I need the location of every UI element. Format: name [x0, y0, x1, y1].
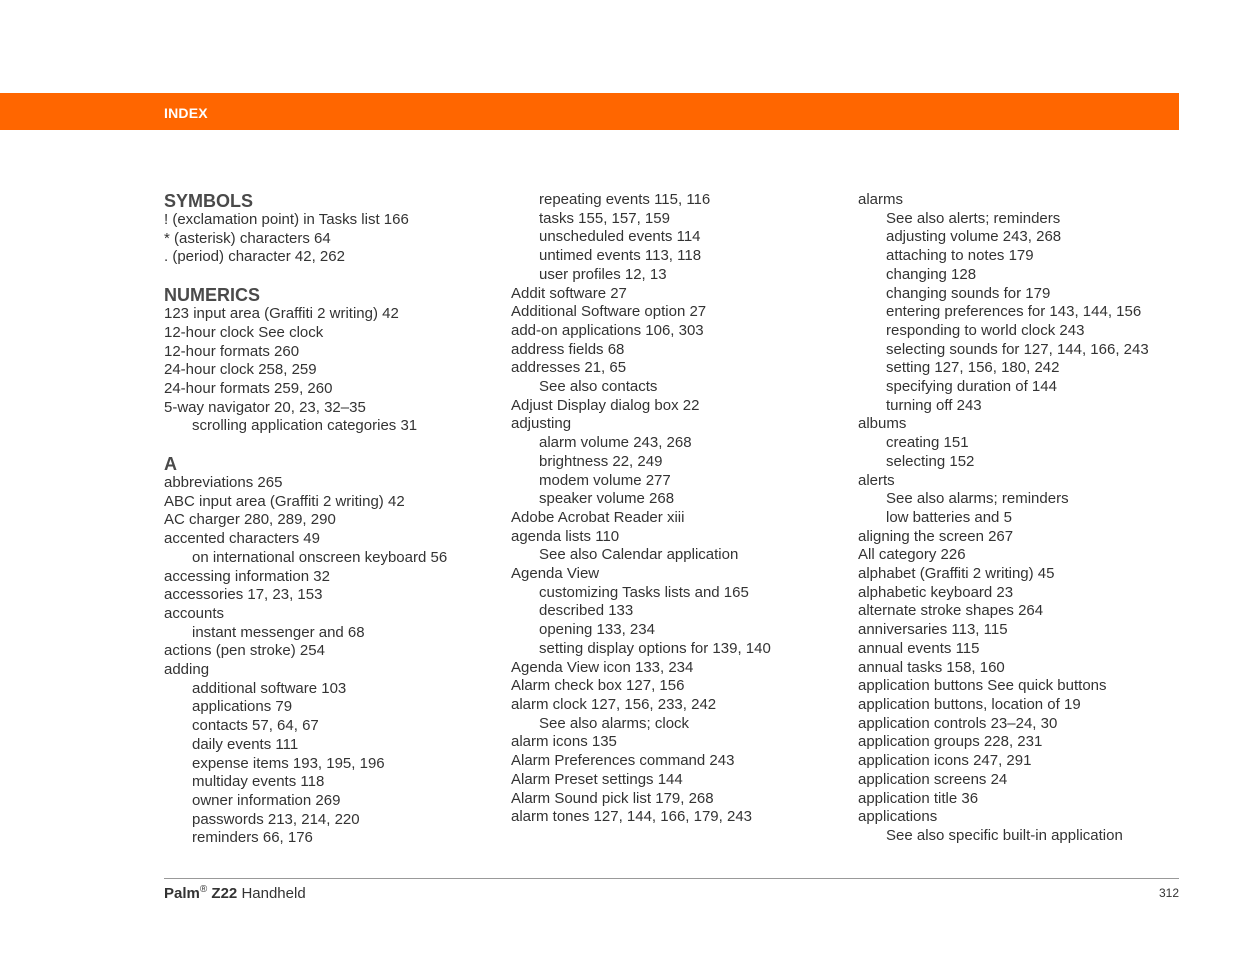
- index-subentry: brightness 22, 249: [539, 452, 663, 470]
- index-entry: Alarm Sound pick list 179, 268: [511, 789, 714, 807]
- index-entry: . (period) character 42, 262: [164, 248, 345, 266]
- index-subentry: modem volume 277: [539, 471, 671, 489]
- index-subentry: attaching to notes 179: [886, 247, 1034, 265]
- index-entry: application screens 24: [858, 770, 1008, 788]
- footer-brand: Palm: [164, 885, 200, 902]
- registered-mark: ®: [199, 884, 208, 895]
- page-number: 312: [1158, 886, 1179, 900]
- footer-model: Z22: [211, 885, 238, 902]
- index-subentry: setting display options for 139, 140: [539, 639, 771, 657]
- index-entry: Agenda View: [511, 565, 600, 583]
- section-heading: NUMERICS: [164, 285, 261, 306]
- index-entry: Addit software 27: [511, 284, 627, 302]
- index-entry: alarm clock 127, 156, 233, 242: [511, 695, 717, 713]
- index-entry: adding: [164, 661, 210, 679]
- index-entry: Adobe Acrobat Reader xiii: [511, 508, 685, 526]
- page-title: INDEX: [164, 105, 208, 121]
- index-subentry: tasks 155, 157, 159: [539, 209, 670, 227]
- index-entry: alarm icons 135: [511, 733, 617, 751]
- index-entry: actions (pen stroke) 254: [164, 642, 325, 660]
- index-entry: aligning the screen 267: [858, 527, 1014, 545]
- index-entry: agenda lists 110: [511, 527, 620, 545]
- index-entry: adjusting: [511, 415, 572, 433]
- index-entry: Alarm check box 127, 156: [511, 677, 685, 695]
- index-entry: alarms: [858, 191, 904, 208]
- index-entry: Additional Software option 27: [511, 303, 707, 321]
- index-subentry: instant messenger and 68: [192, 623, 365, 641]
- index-column-3: [858, 191, 1198, 846]
- index-entry: accessories 17, 23, 153: [164, 586, 323, 604]
- index-entry: abbreviations 265: [164, 474, 283, 492]
- index-subentry: opening 133, 234: [539, 621, 655, 639]
- index-entry: accounts: [164, 604, 225, 622]
- index-subentry: specifying duration of 144: [886, 378, 1057, 396]
- index-column-2: [511, 191, 851, 827]
- index-entry: annual tasks 158, 160: [858, 658, 1005, 676]
- index-subentry: additional software 103: [192, 679, 347, 697]
- index-subentry: turning off 243: [886, 396, 982, 414]
- index-subentry: described 133: [539, 602, 634, 620]
- index-subentry: customizing Tasks lists and 165: [539, 583, 749, 601]
- index-entry: address fields 68: [511, 340, 625, 358]
- index-subentry: setting 127, 156, 180, 242: [886, 359, 1060, 377]
- index-entry: annual events 115: [858, 639, 980, 657]
- index-entry: 24-hour formats 259, 260: [164, 379, 333, 397]
- index-subentry: changing 128: [886, 265, 977, 283]
- index-entry: Adjust Display dialog box 22: [511, 396, 700, 414]
- index-subentry: low batteries and 5: [886, 508, 1012, 526]
- index-entry: AC charger 280, 289, 290: [164, 511, 336, 529]
- index-subentry: See also alerts; reminders: [886, 209, 1061, 227]
- index-entry: applications: [858, 808, 938, 826]
- index-entry: alarm tones 127, 144, 166, 179, 243: [511, 808, 753, 826]
- index-subentry: entering preferences for 143, 144, 156: [886, 303, 1142, 321]
- index-subentry: untimed events 113, 118: [539, 247, 702, 265]
- index-subentry: See also Calendar application: [539, 546, 739, 564]
- index-entry: ABC input area (Graffiti 2 writing) 42: [164, 492, 405, 510]
- index-subentry: See also alarms; reminders: [886, 490, 1069, 508]
- index-subentry: See also specific built-in application: [886, 826, 1123, 844]
- index-subentry: See also alarms; clock: [539, 714, 690, 732]
- index-subentry: repeating events 115, 116: [539, 191, 711, 208]
- index-subentry: See also contacts: [539, 378, 658, 396]
- index-subentry: selecting sounds for 127, 144, 166, 243: [886, 340, 1149, 358]
- index-subentry: responding to world clock 243: [886, 321, 1085, 339]
- index-entry: add-on applications 106, 303: [511, 321, 704, 339]
- index-subentry: passwords 213, 214, 220: [192, 810, 360, 828]
- index-subentry: daily events 111: [192, 735, 299, 753]
- index-subentry: selecting 152: [886, 452, 975, 470]
- index-subentry: contacts 57, 64, 67: [192, 717, 319, 735]
- index-subentry: user profiles 12, 13: [539, 265, 667, 283]
- footer-product: [164, 884, 306, 902]
- index-entry: application buttons, location of 19: [858, 695, 1081, 713]
- index-subentry: reminders 66, 176: [192, 829, 313, 847]
- index-column-1: [164, 191, 504, 848]
- index-entry: anniversaries 113, 115: [858, 621, 1008, 639]
- index-subentry: owner information 269: [192, 791, 341, 809]
- index-entry: albums: [858, 415, 907, 433]
- index-entry: addresses 21, 65: [511, 359, 627, 377]
- index-entry: alerts: [858, 471, 895, 489]
- index-entry: Alarm Preset settings 144: [511, 770, 683, 788]
- index-entry: ! (exclamation point) in Tasks list 166: [164, 211, 409, 228]
- index-entry: Alarm Preferences command 243: [511, 752, 735, 770]
- index-entry: alternate stroke shapes 264: [858, 602, 1044, 620]
- index-entry: application controls 23–24, 30: [858, 714, 1058, 732]
- index-entry: alphabetic keyboard 23: [858, 583, 1014, 601]
- index-entry: 123 input area (Graffiti 2 writing) 42: [164, 305, 399, 323]
- index-subentry: on international onscreen keyboard 56: [192, 548, 448, 566]
- index-entry: 24-hour clock 258, 259: [164, 361, 317, 379]
- index-entry: application icons 247, 291: [858, 752, 1032, 770]
- index-entry: 5-way navigator 20, 23, 32–35: [164, 398, 366, 416]
- index-entry: application title 36: [858, 789, 979, 807]
- index-subentry: scrolling application categories 31: [192, 417, 418, 435]
- footer-product-type: Handheld: [241, 885, 306, 902]
- index-entry: 12-hour formats 260: [164, 342, 300, 360]
- index-subentry: applications 79: [192, 698, 293, 716]
- index-entry: * (asterisk) characters 64: [164, 229, 331, 247]
- index-entry: accented characters 49: [164, 530, 320, 548]
- index-subentry: changing sounds for 179: [886, 284, 1051, 302]
- section-heading: SYMBOLS: [164, 191, 254, 211]
- index-subentry: expense items 193, 195, 196: [192, 754, 385, 772]
- index-subentry: unscheduled events 114: [539, 228, 701, 246]
- index-subentry: creating 151: [886, 434, 969, 452]
- index-subentry: adjusting volume 243, 268: [886, 228, 1062, 246]
- index-entry: Agenda View icon 133, 234: [511, 658, 694, 676]
- index-entry: application buttons See quick buttons: [858, 677, 1107, 695]
- index-subentry: multiday events 118: [192, 773, 325, 791]
- index-entry: All category 226: [858, 546, 966, 564]
- index-entry: alphabet (Graffiti 2 writing) 45: [858, 565, 1055, 583]
- section-heading: A: [164, 454, 177, 475]
- index-entry: accessing information 32: [164, 567, 330, 585]
- footer-divider: [164, 878, 1179, 879]
- index-entry: application groups 228, 231: [858, 733, 1043, 751]
- index-entry: 12-hour clock See clock: [164, 323, 324, 341]
- index-subentry: alarm volume 243, 268: [539, 434, 692, 452]
- index-subentry: speaker volume 268: [539, 490, 675, 508]
